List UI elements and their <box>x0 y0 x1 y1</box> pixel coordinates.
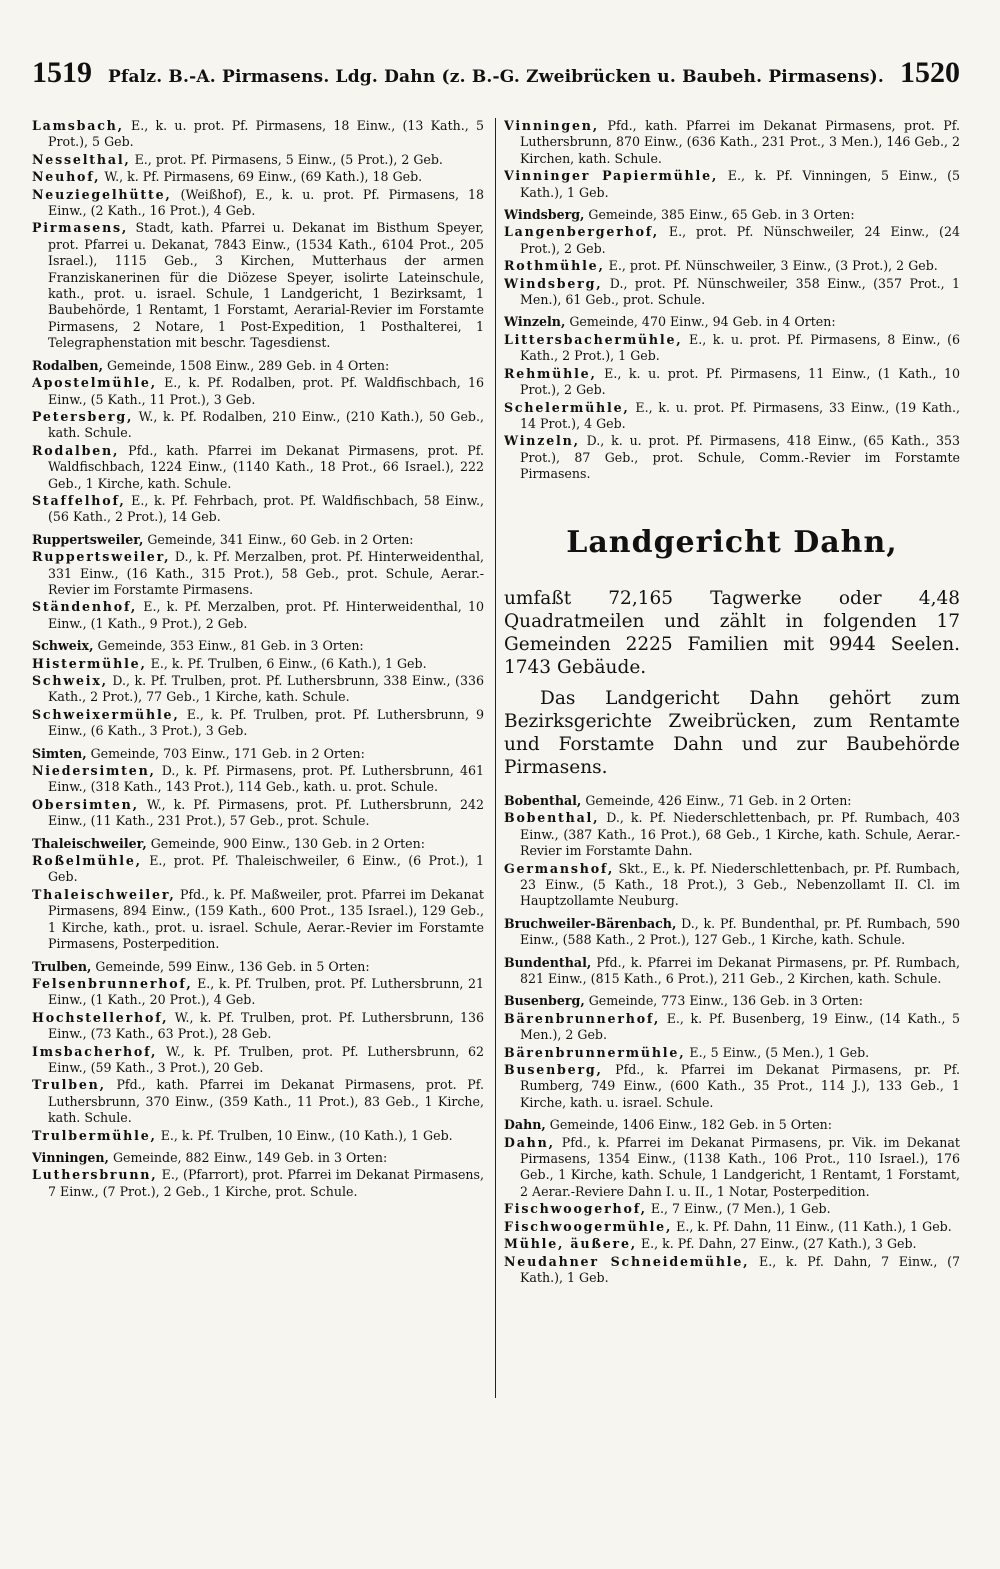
municipality-name: Bundenthal, <box>504 954 592 970</box>
entry-text: D., k. Pf. Pirmasens, prot. Pf. Luthersbrunn, 461 Einw., (318 Kath., 143 Prot.), 114 Geb., kath. u. prot. Schule. <box>48 763 484 795</box>
gazetteer-entry <box>32 763 484 796</box>
gazetteer-entry <box>32 673 484 706</box>
municipality-text: Gemeinde, 599 Einw., 136 Geb. in 5 Orten: <box>91 958 370 974</box>
entry-text: Pfd., k. Pfarrei im Dekanat Pirmasens, pr. Vik. im Dekanat Pirmasens, 1354 Einw., (1138 Kath., 106 Prot., 110 Israel.), 176 Geb., 1 Kirche, kath. Schule, 1 Landgericht, 1 Rentamt, 1 Forstamt, 2 Aerar.-Reviere Dahn I. u. II., 1 Notar, Posterpedition. <box>520 1134 960 1199</box>
place-name: Fischwoogermühle, <box>504 1218 673 1234</box>
place-name: Felsenbrunnerhof, <box>32 975 193 991</box>
gazetteer-entry <box>504 1135 960 1201</box>
entry-text: D., prot. Pf. Nünschweiler, 358 Einw., (357 Prot., 1 Men.), 61 Geb., prot. Schule. <box>520 275 960 308</box>
gazetteer-entry <box>504 258 960 274</box>
municipality-text: Gemeinde, 900 Einw., 130 Geb. in 2 Orten: <box>146 835 425 851</box>
gazetteer-entry <box>32 1077 484 1126</box>
entry-text: W., k. Pf. Trulben, prot. Pf. Luthersbrunn, 136 Einw., (73 Kath., 63 Prot.), 28 Geb. <box>48 1009 484 1042</box>
place-name: Vinninger Papiermühle, <box>504 168 719 184</box>
place-name: Niedersimten, <box>32 763 156 779</box>
gazetteer-entry <box>504 168 960 201</box>
gazetteer-entry <box>32 797 484 830</box>
place-name: Germanshof, <box>504 860 615 876</box>
place-name: Mühle, äußere, <box>504 1236 637 1252</box>
entry-text: E., k. u. prot. Pf. Pirmasens, 8 Einw., (6 Kath., 2 Prot.), 1 Geb. <box>520 331 960 364</box>
right-column <box>504 118 960 1549</box>
entry-text: Pfd., k. Pfarrei im Dekanat Pirmasens, pr. Pf. Rumberg, 749 Einw., (600 Kath., 35 Prot., 114 J.), 133 Geb., 1 Kirche, kath. u. israel. Schule. <box>520 1062 960 1110</box>
entry-text: Stadt, kath. Pfarrei u. Dekanat im Bisthum Speyer, prot. Pfarrei u. Dekanat, 7843 Einw., (1534 Kath., 6104 Prot., 205 Israel.), 1115 Geb., 3 Kirchen, Mutterhaus der armen Franziskanerinen für die Diözese Speyer, isolirte Lateinschule, kath., prot. u. israel. Schule, 1 Landgericht, 1 Bezirksamt, 1 Baubehörde, 1 Rentamt, 1 Forstamt, Aerarial-Revier im Forstamte Pirmasens, 2 Notare, 1 Post-Expedition, 1 Posthalterei, 1 Telegraphenstation mit beschr. Tagesdienst. <box>48 220 484 351</box>
place-name: Nesselthal, <box>32 151 131 167</box>
entry-text: E., prot. Pf. Nünschweiler, 3 Einw., (3 Prot.), 2 Geb. <box>604 258 938 274</box>
municipality-name: Dahn, <box>504 1117 546 1133</box>
municipality-heading <box>32 959 484 975</box>
place-name: Neuziegelhütte, <box>32 186 172 202</box>
entry-text: E., (Pfarrort), prot. Pfarrei im Dekanat Pirmasens, 7 Einw., (7 Prot.), 2 Geb., 1 Kirche, prot. Schule. <box>48 1167 484 1199</box>
gazetteer-entry <box>32 118 484 151</box>
gazetteer-entry <box>504 366 960 399</box>
entry-text: Pfd., k. Pf. Maßweiler, prot. Pfarrei im Dekanat Pirmasens, 894 Einw., (159 Kath., 600 Prot., 135 Israel.), 129 Geb., 1 Kirche, kath., prot. u. israel. Schule, Aerar.-Revier im Forstamte Pirmasens, Posterpedition. <box>48 886 484 952</box>
gazetteer-entry <box>32 599 484 632</box>
municipality-heading <box>32 532 484 548</box>
entry-text: D., k. Pf. Trulben, prot. Pf. Luthersbrunn, 338 Einw., (336 Kath., 2 Prot.), 77 Geb., 1 Kirche, kath. Schule. <box>48 673 484 705</box>
place-name: Vinningen, <box>504 118 599 133</box>
entry-text: E., 5 Einw., (5 Men.), 1 Geb. <box>685 1044 870 1060</box>
place-name: Trulbermühle, <box>32 1127 157 1143</box>
municipality-heading <box>504 955 960 988</box>
gazetteer-entry <box>32 707 484 740</box>
place-name: Dahn, <box>504 1134 555 1150</box>
gazetteer-entry <box>504 1201 960 1217</box>
entry-text: E., k. u. prot. Pf. Pirmasens, 33 Einw., (19 Kath., 14 Prot.), 4 Geb. <box>520 399 960 431</box>
gazetteer-entry <box>504 118 960 167</box>
place-name: Ruppertsweiler, <box>32 549 171 565</box>
municipality-text: Gemeinde, 385 Einw., 65 Geb. in 3 Orten: <box>584 207 855 223</box>
place-name: Bärenbrunnerhof, <box>504 1010 661 1026</box>
place-name: Winzeln, <box>504 433 580 449</box>
entry-text: Pfd., kath. Pfarrei im Dekanat Pirmasens, prot. Pf. Luthersbrunn, 370 Einw., (359 Kath., 11 Prot.), 83 Geb., 1 Kirche, kath. Schule. <box>48 1077 484 1126</box>
place-name: Staffelhof, <box>32 492 126 508</box>
place-name: Lamsbach, <box>32 118 124 133</box>
municipality-name: Trulben, <box>32 958 92 974</box>
gazetteer-entry <box>32 656 484 672</box>
entry-text: E., k. Pf. Merzalben, prot. Pf. Hinterweidenthal, 10 Einw., (1 Kath., 9 Prot.), 2 Geb. <box>48 599 484 631</box>
municipality-name: Bruchweiler-Bärenbach, <box>504 915 677 931</box>
gazetteer-entry <box>504 1254 960 1287</box>
place-name: Rothmühle, <box>504 258 605 274</box>
place-name: Ständenhof, <box>32 599 138 615</box>
entry-text: (Weißhof), E., k. u. prot. Pf. Pirmasens, 18 Einw., (2 Kath., 16 Prot.), 4 Geb. <box>48 186 484 219</box>
municipality-text: Gemeinde, 341 Einw., 60 Geb. in 2 Orten: <box>143 531 414 547</box>
place-name: Neudahner Schneidemühle, <box>504 1253 750 1269</box>
municipality-text: Gemeinde, 703 Einw., 171 Geb. in 2 Orten: <box>86 745 365 761</box>
running-head <box>32 56 960 96</box>
gazetteer-entry <box>504 1011 960 1044</box>
entry-text: E., prot. Pf. Nünschweiler, 24 Einw., (24 Prot.), 2 Geb. <box>520 224 960 256</box>
page-number-left: 1519 <box>32 56 92 89</box>
municipality-name: Rodalben, <box>32 357 103 373</box>
gazetteer-entry <box>504 332 960 365</box>
entry-text: E., k. Pf. Trulben, prot. Pf. Luthersbrunn, 9 Einw., (6 Kath., 3 Prot.), 3 Geb. <box>48 706 484 739</box>
section-paragraph: Das Landgericht Dahn gehört zum Bezirksgerichte Zweibrücken, zum Rentamte und Forstamte Dahn und zur Baubehörde Pirmasens. <box>504 687 960 778</box>
entry-text: W., k. Pf. Rodalben, 210 Einw., (210 Kath.), 50 Geb., kath. Schule. <box>48 408 484 441</box>
place-name: Imsbacherhof, <box>32 1043 158 1059</box>
entry-text: E., prot. Pf. Pirmasens, 5 Einw., (5 Prot.), 2 Geb. <box>130 151 443 167</box>
running-head-title: Pfalz. B.-A. Pirmasens. Ldg. Dahn (z. B.-G. Zweibrücken u. Baubeh. Pirmasens). <box>107 67 885 87</box>
municipality-heading <box>504 1117 960 1133</box>
gazetteer-entry <box>32 1010 484 1043</box>
municipality-heading <box>504 993 960 1009</box>
gazetteer-entry <box>504 1045 960 1061</box>
section-summary: umfaßt 72,165 Tagwerke oder 4,48 Quadratmeilen und zählt in folgenden 17 Gemeinden 2225 Familien mit 9944 Seelen. 1743 Gebäude. <box>504 587 960 678</box>
place-name: Hochstellerhof, <box>32 1009 169 1025</box>
gazetteer-entry <box>32 443 484 492</box>
gazetteer-entry <box>504 1219 960 1235</box>
municipality-heading <box>32 836 484 852</box>
municipality-heading <box>504 207 960 223</box>
place-name: Schweix, <box>32 673 108 688</box>
municipality-heading <box>504 314 960 330</box>
gazetteer-entry <box>32 1167 484 1200</box>
municipality-text: Gemeinde, 470 Einw., 94 Geb. in 4 Orten: <box>565 314 836 330</box>
place-name: Busenberg, <box>504 1062 603 1078</box>
column-divider <box>495 118 496 1398</box>
municipality-text: Gemeinde, 882 Einw., 149 Geb. in 3 Orten: <box>108 1149 388 1165</box>
municipality-name: Schweix, <box>32 638 94 654</box>
municipality-heading <box>32 638 484 654</box>
municipality-text: Pfd., k. Pfarrei im Dekanat Pirmasens, pr. Pf. Rumbach, 821 Einw., (815 Kath., 6 Prot.), 211 Geb., 2 Kirchen, kath. Schule. <box>520 954 960 986</box>
municipality-heading <box>504 793 960 809</box>
place-name: Luthersbrunn, <box>32 1167 158 1183</box>
gazetteer-entry <box>32 187 484 220</box>
municipality-name: Windsberg, <box>504 207 585 223</box>
entry-text: Pfd., kath. Pfarrei im Dekanat Pirmasens, prot. Pf. Waldfischbach, 1224 Einw., (1140 Kath., 18 Prot., 66 Israel.), 222 Geb., 1 Kirche, kath. Schule. <box>48 442 484 491</box>
gazetteer-entry <box>32 169 484 185</box>
place-name: Pirmasens, <box>32 220 129 236</box>
entry-text: E., k. Pf. Dahn, 11 Einw., (11 Kath.), 1 Geb. <box>672 1218 952 1234</box>
entry-text: E., k. Pf. Trulben, prot. Pf. Luthersbrunn, 21 Einw., (1 Kath., 20 Prot.), 4 Geb. <box>48 975 484 1008</box>
municipality-heading <box>32 746 484 762</box>
place-name: Apostelmühle, <box>32 375 157 391</box>
entry-text: E., 7 Einw., (7 Men.), 1 Geb. <box>646 1201 831 1217</box>
place-name: Obersimten, <box>32 796 139 812</box>
place-name: Thaleischweiler, <box>32 886 176 902</box>
municipality-text: Gemeinde, 1406 Einw., 182 Geb. in 5 Orten: <box>545 1117 833 1133</box>
entry-text: E., k. Pf. Trulben, 6 Einw., (6 Kath.), 1 Geb. <box>146 655 427 671</box>
entry-text: E., k. Pf. Trulben, 10 Einw., (10 Kath.), 1 Geb. <box>156 1127 453 1143</box>
page-number-right: 1520 <box>899 56 960 89</box>
municipality-name: Ruppertsweiler, <box>32 531 144 547</box>
gazetteer-entry <box>32 1128 484 1144</box>
gazetteer-entry <box>504 1062 960 1111</box>
gazetteer-entry <box>504 433 960 482</box>
municipality-name: Busenberg, <box>504 993 585 1009</box>
place-name: Histermühle, <box>32 655 147 671</box>
municipality-text: Gemeinde, 426 Einw., 71 Geb. in 2 Orten: <box>581 792 852 808</box>
gazetteer-entry <box>32 976 484 1009</box>
municipality-name: Winzeln, <box>504 314 566 330</box>
entry-text: E., k. Pf. Vinningen, 5 Einw., (5 Kath.), 1 Geb. <box>520 168 960 200</box>
entry-text: E., k. u. prot. Pf. Pirmasens, 18 Einw., (13 Kath., 5 Prot.), 5 Geb. <box>48 118 484 150</box>
municipality-name: Bobenthal, <box>504 792 582 808</box>
entry-text: W., k. Pf. Trulben, prot. Pf. Luthersbrunn, 62 Einw., (59 Kath., 3 Prot.), 20 Geb. <box>48 1043 484 1075</box>
gazetteer-entry <box>32 375 484 408</box>
municipality-text: Gemeinde, 1508 Einw., 289 Geb. in 4 Orten: <box>102 357 390 373</box>
gazetteer-entry <box>32 1044 484 1077</box>
place-name: Petersberg, <box>32 408 134 424</box>
place-name: Schweixermühle, <box>32 706 180 722</box>
gazetteer-entry <box>32 853 484 886</box>
gazetteer-entry <box>504 861 960 910</box>
entry-text: E., prot. Pf. Thaleischweiler, 6 Einw., (6 Prot.), 1 Geb. <box>48 853 484 885</box>
gazetteer-entry <box>32 549 484 598</box>
entry-text: D., k. Pf. Niederschlettenbach, pr. Pf. Rumbach, 403 Einw., (387 Kath., 16 Prot.), 68 Geb., 1 Kirche, kath. Schule, Aerar.-Revier im Forstamte Dahn. <box>520 810 960 859</box>
municipality-name: Thaleischweiler, <box>32 835 147 851</box>
place-name: Rodalben, <box>32 442 120 458</box>
entry-text: Skt., E., k. Pf. Niederschlettenbach, pr. Pf. Rumbach, 23 Einw., (5 Kath., 18 Prot.), 3 Geb., Nebenzollamt II. Cl. im Hauptzollamte Neuburg. <box>520 860 960 909</box>
entry-text: D., k. Pf. Merzalben, prot. Pf. Hinterweidenthal, 331 Einw., (16 Kath., 315 Prot.), 58 Geb., prot. Schule, Aerar.-Revier im Forstamte Pirmasens. <box>48 549 484 597</box>
place-name: Bobenthal, <box>504 810 600 826</box>
gazetteer-entry <box>504 224 960 257</box>
place-name: Littersbachermühle, <box>504 331 683 347</box>
municipality-text: Gemeinde, 353 Einw., 81 Geb. in 3 Orten: <box>93 638 364 654</box>
entry-text: E., k. Pf. Busenberg, 19 Einw., (14 Kath., 5 Men.), 2 Geb. <box>520 1010 960 1043</box>
entry-text: E., k. u. prot. Pf. Pirmasens, 11 Einw., (1 Kath., 10 Prot.), 2 Geb. <box>520 365 960 398</box>
place-name: Windsberg, <box>504 275 603 291</box>
place-name: Langenbergerhof, <box>504 224 659 240</box>
municipality-text: D., k. Pf. Bundenthal, pr. Pf. Rumbach, 590 Einw., (588 Kath., 2 Prot.), 127 Geb., 1 Kirche, kath. Schule. <box>520 915 960 948</box>
gazetteer-entry <box>32 220 484 351</box>
entry-text: W., k. Pf. Pirmasens, prot. Pf. Luthersbrunn, 242 Einw., (11 Kath., 231 Prot.), 57 Geb., prot. Schule. <box>48 796 484 829</box>
municipality-text: Gemeinde, 773 Einw., 136 Geb. in 3 Orten: <box>584 993 863 1009</box>
municipality-heading <box>32 1150 484 1166</box>
municipality-name: Simten, <box>32 745 87 761</box>
gazetteer-entry <box>32 409 484 442</box>
entry-text: E., k. Pf. Dahn, 27 Einw., (27 Kath.), 3 Geb. <box>636 1236 917 1252</box>
place-name: Schelermühle, <box>504 399 630 415</box>
gazetteer-entry <box>32 887 484 953</box>
entry-text: E., k. Pf. Dahn, 7 Einw., (7 Kath.), 1 Geb. <box>520 1253 960 1285</box>
entry-text: D., k. u. prot. Pf. Pirmasens, 418 Einw., (65 Kath., 353 Prot.), 87 Geb., prot. Schule, Comm.-Revier im Forstamte Pirmasens. <box>520 433 960 482</box>
gazetteer-entry <box>504 1236 960 1252</box>
section-title: Landgericht Dahn, <box>566 524 898 560</box>
entry-text: Pfd., kath. Pfarrei im Dekanat Pirmasens, prot. Pf. Luthersbrunn, 870 Einw., (636 Kath., 231 Prot., 3 Men.), 146 Geb., 2 Kirchen, kath. Schule. <box>520 118 960 166</box>
left-column <box>32 118 484 1549</box>
municipality-heading <box>32 358 484 374</box>
municipality-name: Vinningen, <box>32 1149 109 1165</box>
place-name: Neuhof, <box>32 169 101 185</box>
place-name: Bärenbrunnermühle, <box>504 1044 686 1060</box>
gazetteer-entry <box>32 493 484 526</box>
entry-text: W., k. Pf. Pirmasens, 69 Einw., (69 Kath.), 18 Geb. <box>100 169 423 185</box>
place-name: Rehmühle, <box>504 365 597 381</box>
municipality-heading <box>504 916 960 949</box>
place-name: Trulben, <box>32 1077 106 1093</box>
place-name: Roßelmühle, <box>32 853 142 869</box>
gazetteer-entry <box>504 810 960 859</box>
entry-text: E., k. Pf. Fehrbach, prot. Pf. Waldfischbach, 58 Einw., (56 Kath., 2 Prot.), 14 Geb. <box>48 492 484 525</box>
gazetteer-entry <box>504 400 960 433</box>
gazetteer-entry <box>32 152 484 168</box>
place-name: Fischwoogerhof, <box>504 1201 647 1217</box>
entry-text: E., k. Pf. Rodalben, prot. Pf. Waldfischbach, 16 Einw., (5 Kath., 11 Prot.), 3 Geb. <box>48 375 484 407</box>
gazetteer-entry <box>504 276 960 309</box>
